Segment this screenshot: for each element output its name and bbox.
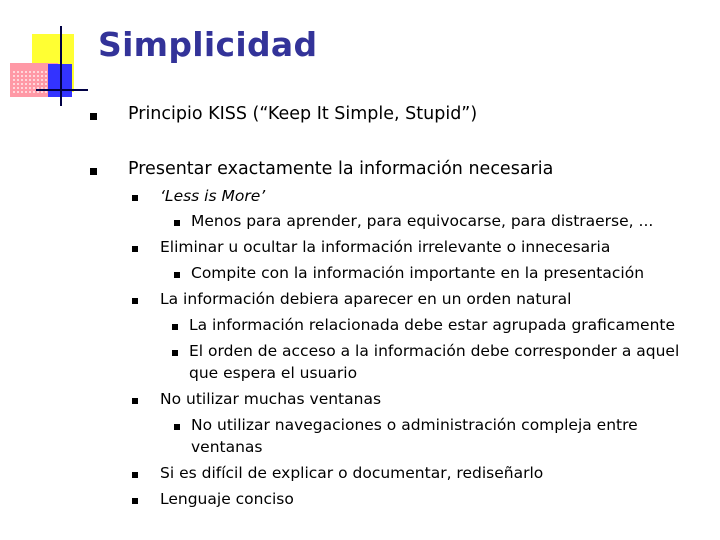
slide-title: Simplicidad [98,25,318,64]
bullet-concise-language [160,490,294,508]
bullet-square-icon [132,398,138,404]
bullet-text: El orden de acceso a la información debe corresponder a aquel [189,342,680,360]
bullet-less-to-learn [191,212,653,230]
bullet-access-order-continued [189,364,357,382]
bullet-access-order [189,342,679,360]
bullet-text: Principio KISS (“Keep It Simple, Stupid”) [128,104,478,124]
bullet-square-icon [132,195,138,201]
bullet-kiss-principle [128,104,477,124]
bullet-hide-irrelevant [160,238,610,256]
bullet-text: ventanas [191,438,263,456]
bullet-text: Lenguaje conciso [160,490,294,508]
bullet-text: Compite con la información importante en la presentación [191,264,645,282]
bullet-text: que espera el usuario [189,364,358,382]
bullet-square-icon [132,498,138,504]
bullet-grouped-info [189,316,675,334]
bullet-competes [191,264,644,282]
bullet-natural-order [160,290,571,308]
bullet-square-icon [172,324,178,330]
logo-horizontal-line [36,89,88,91]
bullet-text: Menos para aprender, para equivocarse, para distraerse, ... [191,212,654,230]
bullet-present-info [128,159,553,179]
bullet-text: Eliminar u ocultar la información irrelevante o innecesaria [160,238,611,256]
bullet-square-icon [90,113,97,120]
bullet-redesign [160,464,543,482]
bullet-square-icon [132,246,138,252]
bullet-square-icon [172,350,178,356]
bullet-square-icon [174,424,180,430]
bullet-no-complex-nav-continued [191,438,263,456]
logo-vertical-line [60,26,62,106]
bullet-text: ‘Less is More’ [160,187,266,205]
bullet-square-icon [132,472,138,478]
bullet-square-icon [90,168,97,175]
bullet-text: Si es difícil de explicar o documentar, rediseñarlo [160,464,544,482]
bullet-less-is-more [160,187,265,205]
bullet-no-complex-nav [191,416,638,434]
bullet-text: No utilizar muchas ventanas [160,390,382,408]
bullet-text: No utilizar navegaciones o administración compleja entre [191,416,638,434]
bullet-square-icon [174,220,180,226]
bullet-square-icon [174,272,180,278]
bullet-text: La información relacionada debe estar agrupada graficamente [189,316,676,334]
bullet-square-icon [132,298,138,304]
bullet-text: La información debiera aparecer en un orden natural [160,290,572,308]
bullet-text: Presentar exactamente la información necesaria [128,159,554,179]
bullet-few-windows [160,390,381,408]
